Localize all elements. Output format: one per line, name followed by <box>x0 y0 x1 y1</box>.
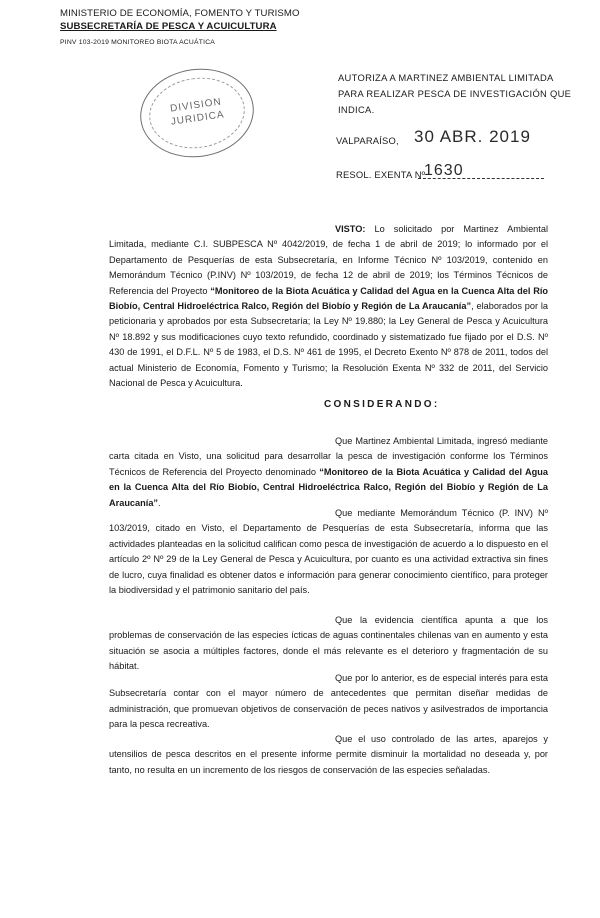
resolution-number-line <box>418 178 544 179</box>
c1-project: “Monitoreo de la Biota Acuática y Calidad del Agua en la Cuenca Alta del Río Biobío, Central Hidroeléctrica Ralco, Región del Biobío y Región de La Araucanía” <box>109 466 548 508</box>
place-label: VALPARAÍSO, <box>336 135 399 146</box>
visto-text-1: Lo solicitado por Martinez Ambiental Limitada, mediante C.I. SUBPESCA Nº 4042/2019, de fecha 1 de abril de 2019; lo informado por el Departamento de Pesquerías de esta Subsecretaría, en Informe Técnico Nº 103/2019, contenido en Memorándum Técnico (P.INV) Nº 103/2019, de fecha 12 de abril de 2019; los Términos Técnicos de Referencia del Proyecto <box>109 224 548 296</box>
resolution-number: 1630 <box>424 162 464 179</box>
c3-text: Que la evidencia científica apunta a que los problemas de conservación de las especies ícticas de aguas continentales chilenas van en aumento y esta situación se asocia a múltiples factores, donde el más relevante es el deterioro y fragmentación de su hábitat. <box>109 615 548 672</box>
considerando-heading: CONSIDERANDO: <box>324 399 440 410</box>
c1-text-1: Que Martinez Ambiental Limitada, ingresó mediante carta citada en Visto, una solicitud para desarrollar la pesca de investigación conforme los Términos Técnicos de Referencia del Proyecto denominado <box>109 436 548 477</box>
considerando-4 <box>109 671 548 733</box>
considerando-2 <box>109 506 548 598</box>
visto-paragraph <box>109 222 548 391</box>
resolution-title: AUTORIZA A MARTINEZ AMBIENTAL LIMITADA PARA REALIZAR PESCA DE INVESTIGACIÓN QUE INDICA. <box>338 72 572 115</box>
date-stamp: 30 ABR. 2019 <box>414 127 531 146</box>
considerando-3 <box>109 613 548 675</box>
subsecretaria-name: SUBSECRETARÍA DE PESCA Y ACUICULTURA <box>60 21 277 32</box>
c5-text: Que el uso controlado de las artes, aparejos y utensilios de pesca descritos en el presente informe permite disminuir la mortalidad no deseada y, por tanto, no resulta en un incremento de los riesgos de conservación de las especies señaladas. <box>109 734 548 775</box>
stamp-line-2: JURIDICA <box>170 109 226 128</box>
stamp-line-1: DIVISION <box>169 96 223 115</box>
ministry-name: MINISTERIO DE ECONOMÍA, FOMENTO Y TURISMO <box>60 8 300 19</box>
considerando-1 <box>109 434 548 511</box>
resolution-label: RESOL. EXENTA Nº <box>336 169 426 180</box>
visto-lead: VISTO: <box>335 224 366 234</box>
c1-text-2: . <box>158 497 161 508</box>
c4-text: Que por lo anterior, es de especial interés para esta Subsecretaría contar con el mayor número de antecedentes que permitan diseñar medidas de administración, que promuevan objetivos de conservación de peces nativos y asilvestrados de importancia para la pesca recreativa. <box>109 673 548 730</box>
division-juridica-stamp <box>134 61 259 164</box>
visto-project: “Monitoreo de la Biota Acuática y Calidad del Agua en la Cuenca Alta del Río Biobío, Central Hidroeléctrica Ralco, Región del Biobío y Región de La Araucanía” <box>109 285 548 312</box>
c2-text: Que mediante Memorándum Técnico (P. INV) Nº 103/2019, citado en Visto, el Departamento de Pesquerías de esta Subsecretaría, informa que las actividades planteadas en la solicitud califican como pesca de investigación de acuerdo a lo dispuesto en el artículo 2º Nº 29 de la Ley General de Pesca y Acuicultura, por cuanto es una actividad extractiva sin fines de lucro, cuya finalidad es obtener datos e información para generar conocimiento científico, para proteger la biodiversidad y el patrimonio sanitario del país. <box>109 508 548 596</box>
reference-code: PINV 103-2019 MONITOREO BIOTA ACUÁTICA <box>60 39 216 46</box>
considerando-5 <box>109 732 548 778</box>
visto-text-2: , elaborados por la peticionaria y aprobados por esta Subsecretaría; la Ley Nº 19.880; la Ley General de Pesca y Acuicultura Nº 18.892 y sus modificaciones cuyo texto refundido, coordinado y sistematizado fue fijado por el D.S. Nº 430 de 1991, el D.F.L. Nº 5 de 1983, el D.S. Nº 461 de 1995, el Decreto Exento Nº 878 de 2011, todos del actual Ministerio de Economía, Fomento y Turismo; la Resolución Exenta Nº 332 de 2011, del Servicio Nacional de Pesca y Acuicultura. <box>109 301 549 389</box>
